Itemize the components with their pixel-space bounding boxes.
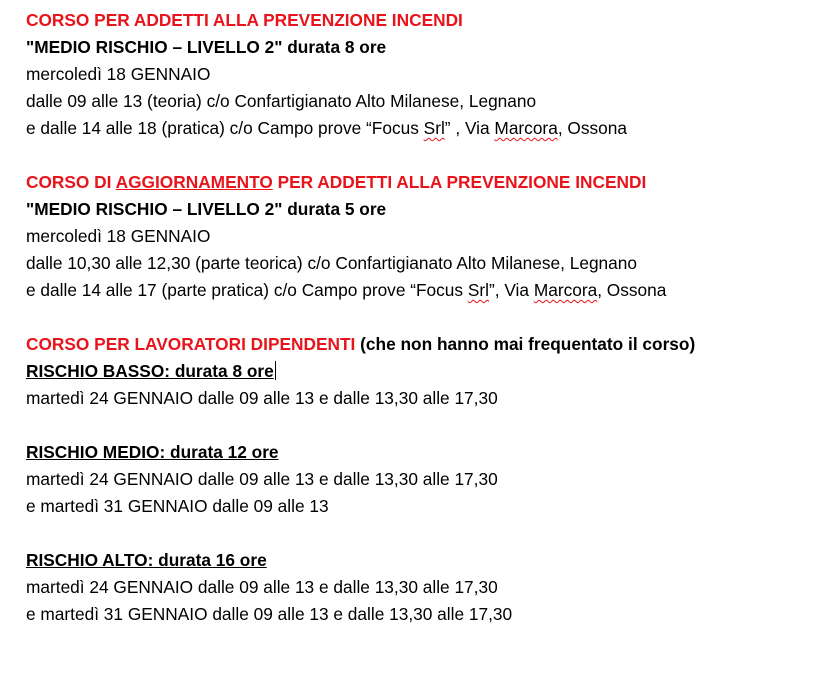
spellcheck-word-srl[interactable]: Srl xyxy=(423,118,445,138)
section2-line2 xyxy=(26,277,826,304)
document-body[interactable] xyxy=(26,7,826,628)
section1-date: mercoledì 18 GENNAIO xyxy=(26,64,211,84)
blank-line xyxy=(26,304,826,331)
section1-line2-a: e dalle 14 alle 18 (pratica) c/o Campo prove “Focus xyxy=(26,118,424,138)
section1-line2 xyxy=(26,115,826,142)
spellcheck-word-marcora[interactable]: Marcora xyxy=(494,118,558,138)
section2-line1: dalle 10,30 alle 12,30 (parte teorica) c/o Confartigianato Alto Milanese, Legnano xyxy=(26,253,638,273)
rischio-medio-heading: RISCHIO MEDIO: durata 12 ore xyxy=(26,442,279,462)
rischio-basso-heading xyxy=(26,358,826,385)
section1-line2-b: ” , Via xyxy=(444,118,495,138)
section2-title-a: CORSO DI xyxy=(26,172,116,192)
rischio-alto-line1: martedì 24 GENNAIO dalle 09 alle 13 e dalle 13,30 alle 17,30 xyxy=(26,577,498,597)
section2-date: mercoledì 18 GENNAIO xyxy=(26,226,211,246)
spellcheck-word-srl-2[interactable]: Srl xyxy=(467,280,489,300)
rischio-basso-line1: martedì 24 GENNAIO dalle 09 alle 13 e dalle 13,30 alle 17,30 xyxy=(26,388,498,408)
section2-title-aggiornamento: AGGIORNAMENTO xyxy=(115,172,273,192)
rischio-alto-line2: e martedì 31 GENNAIO dalle 09 alle 13 e dalle 13,30 alle 17,30 xyxy=(26,604,513,624)
section3-note: (che non hanno mai frequentato il corso) xyxy=(355,334,696,354)
section2-title-c: PER ADDETTI ALLA PREVENZIONE INCENDI xyxy=(272,172,647,192)
section1-title: CORSO PER ADDETTI ALLA PREVENZIONE INCENDI xyxy=(26,10,463,30)
section1-line1: dalle 09 alle 13 (teoria) c/o Confartigianato Alto Milanese, Legnano xyxy=(26,91,537,111)
section2-line2-a: e dalle 14 alle 17 (parte pratica) c/o Campo prove “Focus xyxy=(26,280,468,300)
rischio-basso-heading-text: RISCHIO BASSO: durata 8 ore xyxy=(26,361,274,381)
text-cursor xyxy=(275,361,276,380)
rischio-medio-line2: e martedì 31 GENNAIO dalle 09 alle 13 xyxy=(26,496,329,516)
section1-subtitle: "MEDIO RISCHIO – LIVELLO 2" durata 8 ore xyxy=(26,37,387,57)
section2-title xyxy=(26,169,826,196)
rischio-alto-heading: RISCHIO ALTO: durata 16 ore xyxy=(26,550,267,570)
section-lavoratori-dipendenti xyxy=(26,331,826,628)
section3-title-red: CORSO PER LAVORATORI DIPENDENTI xyxy=(26,334,356,354)
section2-line2-b: ”, Via xyxy=(488,280,534,300)
section-antincendio-aggiornamento xyxy=(26,169,826,304)
section2-line2-c: , Ossona xyxy=(597,280,667,300)
section1-line2-c: , Ossona xyxy=(557,118,627,138)
spellcheck-word-marcora-2[interactable]: Marcora xyxy=(533,280,598,300)
section-antincendio-corso xyxy=(26,7,826,142)
blank-line xyxy=(26,520,826,547)
section2-subtitle: "MEDIO RISCHIO – LIVELLO 2" durata 5 ore xyxy=(26,199,387,219)
rischio-medio-line1: martedì 24 GENNAIO dalle 09 alle 13 e dalle 13,30 alle 17,30 xyxy=(26,469,498,489)
blank-line xyxy=(26,412,826,439)
section3-title xyxy=(26,331,826,358)
blank-line xyxy=(26,142,826,169)
